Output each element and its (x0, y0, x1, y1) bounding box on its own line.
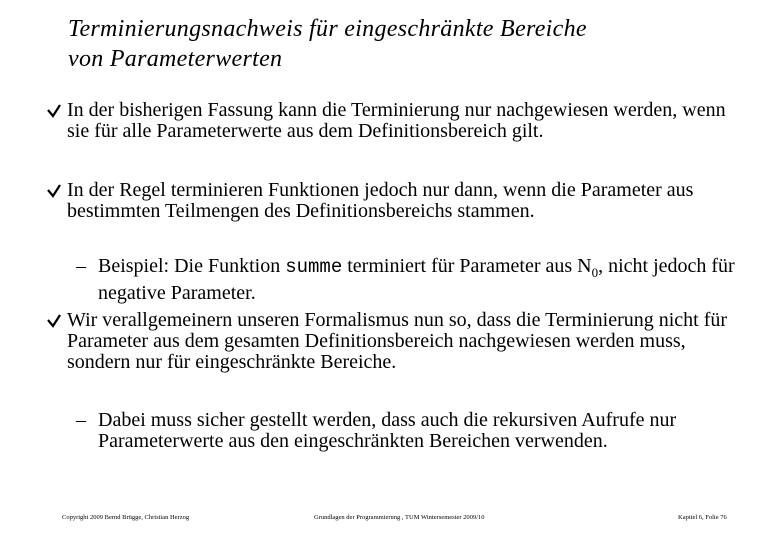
title-line-2: von Parameterwerten (68, 46, 283, 72)
footer-copyright: Copyright 2009 Bernd Brügge, Christian Herzog (62, 514, 190, 521)
bullet-item-1 (45, 100, 745, 142)
sub-bullet-2 (76, 410, 736, 452)
dash-marker: – (76, 255, 86, 277)
bullet-text-1: In der bisherigen Fassung kann die Terminierung nur nachgewiesen werden, wenn sie für alle Parameterwerte aus dem Definitionsbereich gilt. (67, 99, 726, 142)
sub-bullet-1 (76, 256, 736, 304)
sub-bullet-text-2: Dabei muss sicher gestellt werden, dass auch die rekursiven Aufrufe nur Parameterwerte aus den eingeschränkten Bereichen verwenden. (98, 409, 677, 452)
slide-title (68, 14, 758, 74)
dash-marker: – (76, 409, 86, 431)
title-line-1: Terminierungsnachweis für eingeschränkte Bereiche (68, 16, 587, 42)
checkmark-bullet-icon (45, 182, 63, 200)
footer-page: Kapitel 6, Folie 76 (678, 514, 727, 521)
subscript-zero: 0 (591, 265, 599, 280)
bullet-item-2 (45, 180, 745, 222)
footer-course: Grundlagen der Programmierung , TUM Wintersemester 2009/10 (314, 514, 485, 521)
bullet-item-3 (45, 310, 745, 373)
checkmark-bullet-icon (45, 102, 63, 120)
bullet-text-2: In der Regel terminieren Funktionen jedoch nur dann, wenn die Parameter aus bestimmten Teilmengen des Definitionsbereichs stammen. (67, 179, 694, 222)
code-summe: summe (285, 256, 343, 278)
sub-bullet-text-1: Beispiel: Die Funktion summe terminiert für Parameter aus $N_0$, nicht jedoch für negative Parameter. (98, 255, 735, 304)
bullet-text-3: Wir verallgemeinern unseren Formalismus nun so, dass die Terminierung nicht für Parameter aus dem gesamten Definitionsbereich nachgewiesen werden muss, sondern nur für eingeschränkte Bereiche. (67, 309, 728, 373)
checkmark-bullet-icon (45, 312, 63, 330)
